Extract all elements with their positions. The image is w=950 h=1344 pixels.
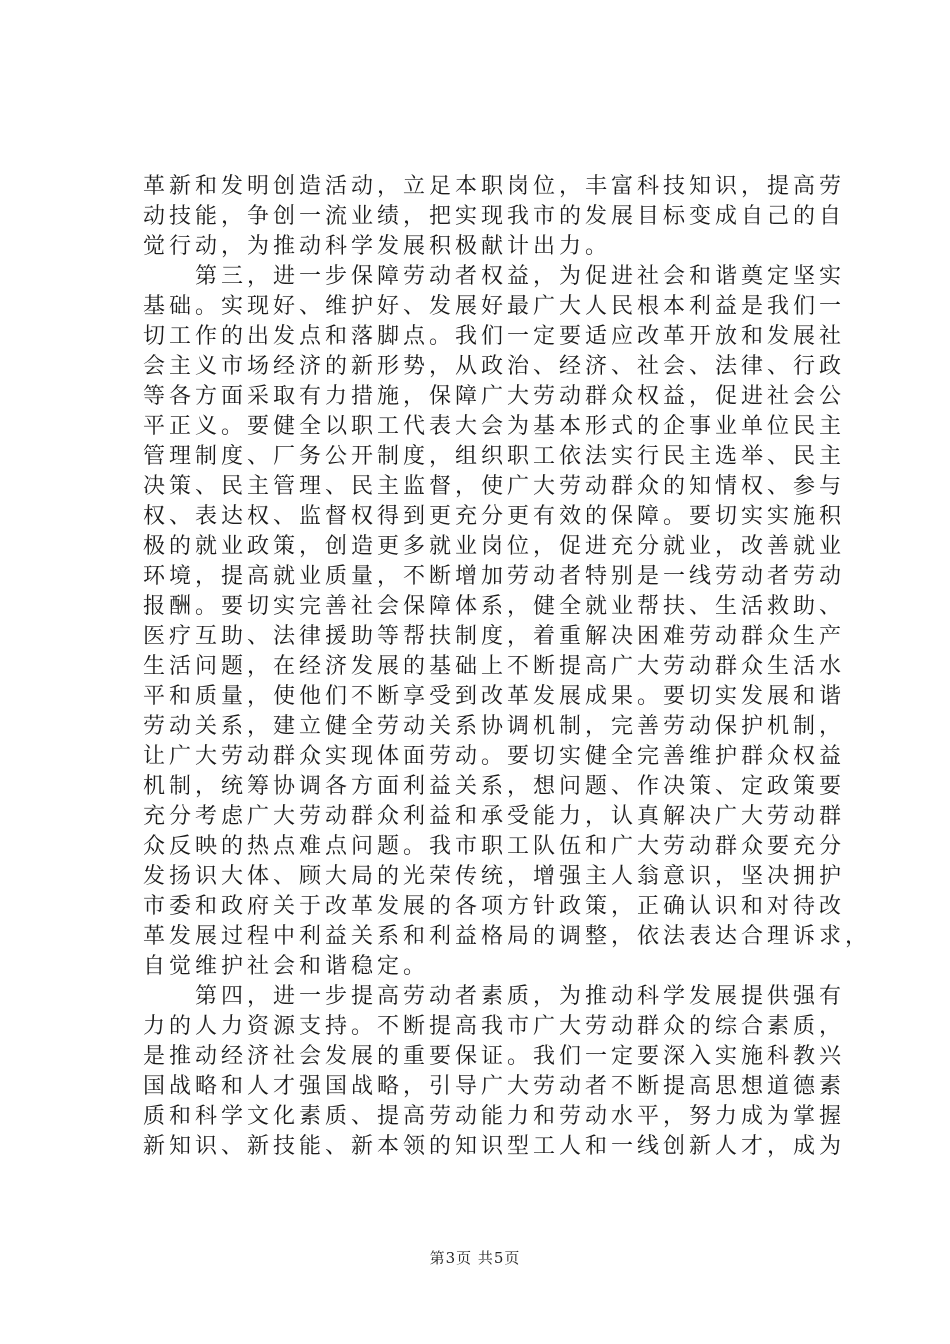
text-line: 自觉维护社会和谐稳定。: [143, 954, 430, 979]
text-line: 充分考虑广大劳动群众利益和承受能力，认真解决广大劳动群: [143, 804, 846, 829]
text-line: 报酬。要切实完善社会保障体系，健全就业帮扶、生活救助、: [143, 594, 846, 619]
text-line: 会主义市场经济的新形势，从政治、经济、社会、法律、行政: [143, 354, 846, 379]
text-line: 是推动经济社会发展的重要保证。我们一定要深入实施科教兴: [143, 1044, 846, 1069]
text-line: 生活问题，在经济发展的基础上不断提高广大劳动群众生活水: [143, 654, 846, 679]
text-line: 极的就业政策，创造更多就业岗位，促进充分就业，改善就业: [143, 534, 846, 559]
text-line: 让广大劳动群众实现体面劳动。要切实健全完善维护群众权益: [143, 744, 846, 769]
text-line: 动技能，争创一流业绩，把实现我市的发展目标变成自己的自: [143, 204, 846, 229]
text-line: 机制，统筹协调各方面利益关系，想问题、作决策、定政策要: [143, 774, 846, 799]
text-line: 等各方面采取有力措施，保障广大劳动群众权益，促进社会公: [143, 384, 846, 409]
text-line: 基础。实现好、维护好、发展好最广大人民根本利益是我们一: [143, 294, 846, 319]
page-number-footer: 第3页 共5页: [429, 1249, 521, 1267]
text-line: 革发展过程中利益关系和利益格局的调整，依法表达合理诉求，: [143, 924, 872, 949]
text-line: 切工作的出发点和落脚点。我们一定要适应改革开放和发展社: [143, 324, 846, 349]
text-line: 革新和发明创造活动，立足本职岗位，丰富科技知识，提高劳: [143, 174, 846, 199]
text-line: 第三，进一步保障劳动者权益，为促进社会和谐奠定坚实: [143, 264, 846, 289]
text-line: 平正义。要健全以职工代表大会为基本形式的企事业单位民主: [143, 414, 846, 439]
text-line: 觉行动，为推动科学发展积极献计出力。: [143, 234, 612, 259]
text-line: 力的人力资源支持。不断提高我市广大劳动群众的综合素质，: [143, 1014, 846, 1039]
text-line: 发扬识大体、顾大局的光荣传统，增强主人翁意识，坚决拥护: [143, 864, 846, 889]
body-text: [143, 172, 872, 1162]
text-line: 环境，提高就业质量，不断增加劳动者特别是一线劳动者劳动: [143, 564, 846, 589]
text-line: 平和质量，使他们不断享受到改革发展成果。要切实发展和谐: [143, 684, 846, 709]
text-line: 管理制度、厂务公开制度，组织职工依法实行民主选举、民主: [143, 444, 846, 469]
text-line: 众反映的热点难点问题。我市职工队伍和广大劳动群众要充分: [143, 834, 846, 859]
text-line: 权、表达权、监督权得到更充分更有效的保障。要切实实施积: [143, 504, 846, 529]
text-line: 新知识、新技能、新本领的知识型工人和一线创新人才，成为: [143, 1134, 846, 1159]
text-line: 国战略和人才强国战略，引导广大劳动者不断提高思想道德素: [143, 1074, 846, 1099]
text-line: 第四，进一步提高劳动者素质，为推动科学发展提供强有: [143, 984, 846, 1009]
text-line: 医疗互助、法律援助等帮扶制度，着重解决困难劳动群众生产: [143, 624, 846, 649]
text-line: 劳动关系，建立健全劳动关系协调机制，完善劳动保护机制，: [143, 714, 846, 739]
text-line: 质和科学文化素质、提高劳动能力和劳动水平，努力成为掌握: [143, 1104, 846, 1129]
text-line: 决策、民主管理、民主监督，使广大劳动群众的知情权、参与: [143, 474, 846, 499]
text-line: 市委和政府关于改革发展的各项方针政策，正确认识和对待改: [143, 894, 846, 919]
